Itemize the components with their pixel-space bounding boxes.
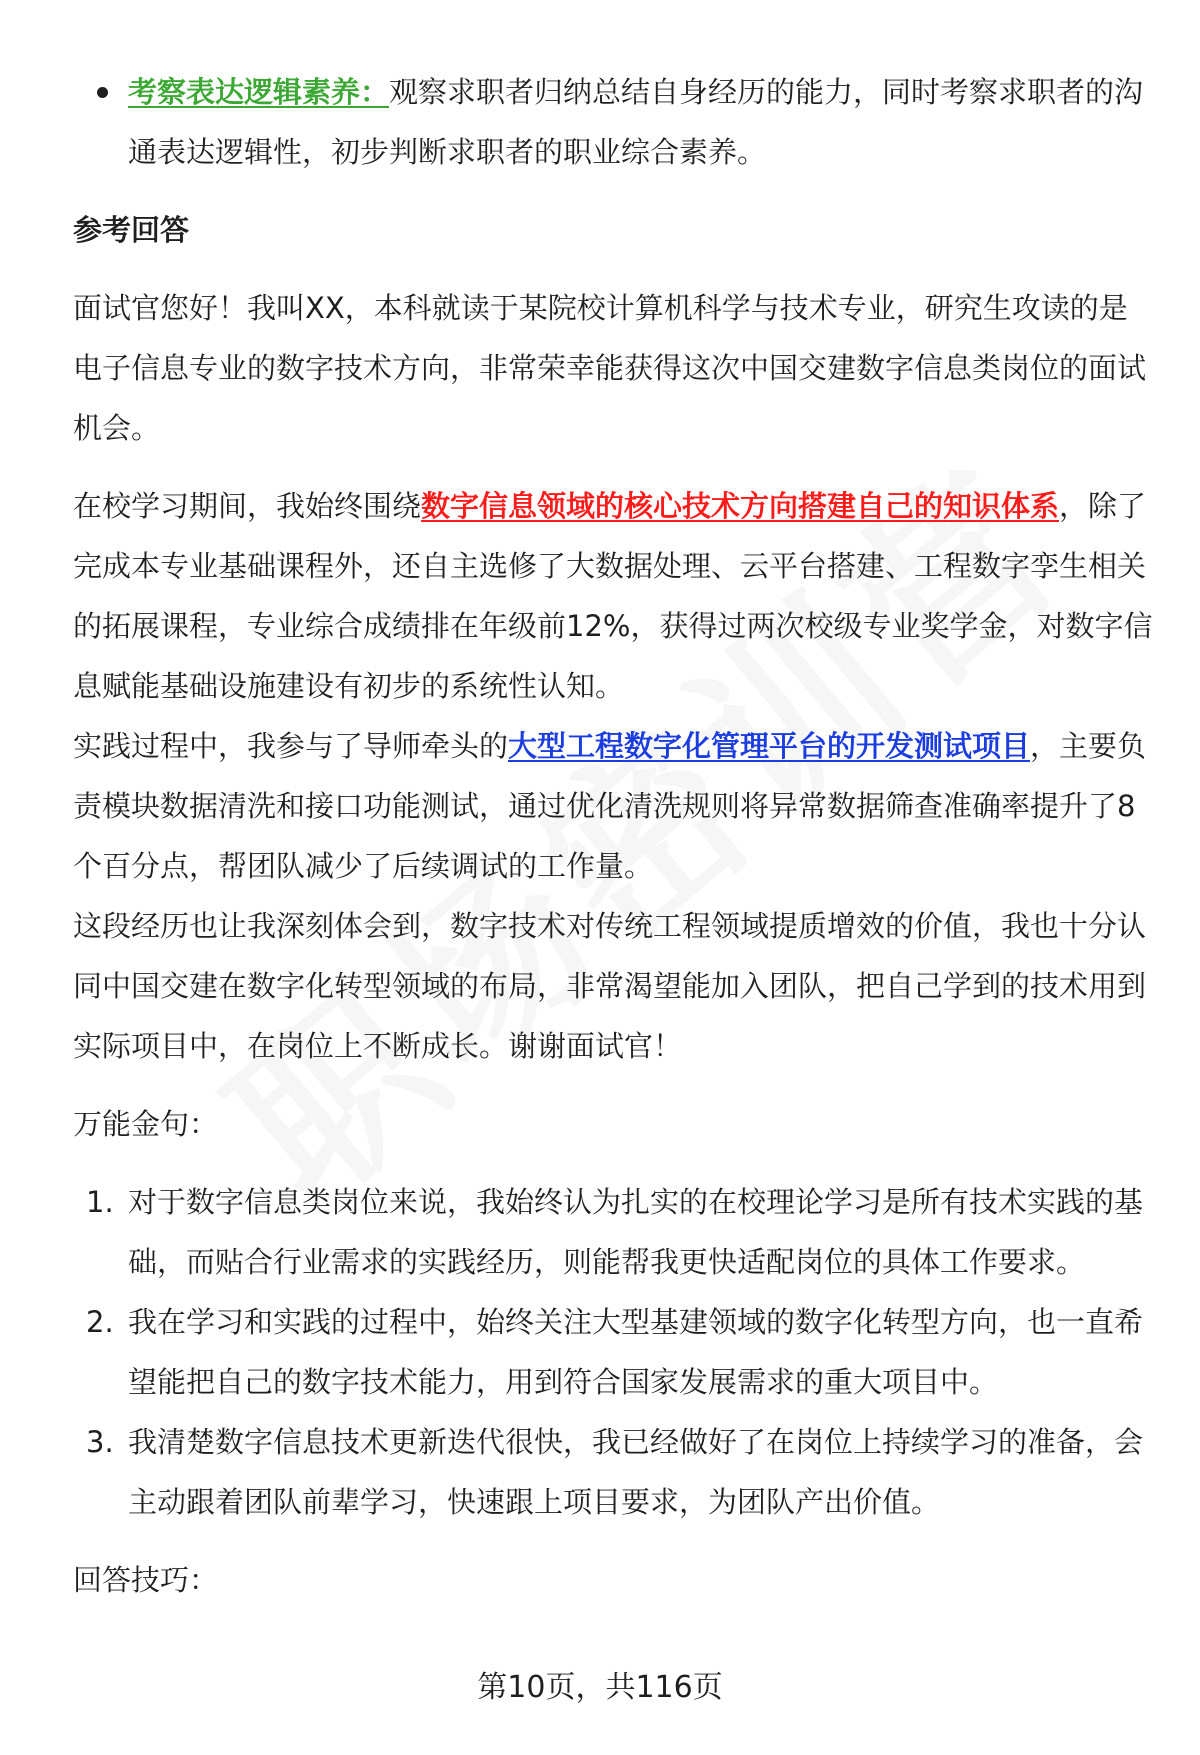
paragraph-practice <box>73 716 1155 896</box>
list-item-text: 我在学习和实践的过程中，始终关注大型基建领域的数字化转型方向，也一直希望能把自己的数字技术能力，用到符合国家发展需求的重大项目中。 <box>128 1305 1144 1399</box>
list-item <box>73 1412 1155 1532</box>
bullet-highlight: 考察表达逻辑素养： <box>128 75 390 109</box>
paragraph-practice-pre: 实践过程中，我参与了导师牵头的 <box>73 729 509 763</box>
paragraph-study-highlight: 数字信息领域的核心技术方向搭建自己的知识体系 <box>421 489 1060 523</box>
tips-label: 回答技巧： <box>73 1563 219 1597</box>
paragraph-intro: 面试官您好！我叫XX，本科就读于某院校计算机科学与技术专业，研究生攻读的是电子信息专业的数字技术方向，非常荣幸能获得这次中国交建数字信息类岗位的面试机会。 <box>73 291 1147 445</box>
list-item <box>73 1172 1155 1292</box>
list-item-number: 3. <box>86 1425 114 1459</box>
golden-label: 万能金句： <box>73 1107 219 1141</box>
paragraph-study-pre: 在校学习期间，我始终围绕 <box>73 489 422 523</box>
bullet-dot-icon <box>97 87 108 98</box>
paragraph-practice-post: ，主要负责模块数据清洗和接口功能测试，通过优化清洗规则将异常数据筛查准确率提升了8个百分点，帮团队减少了后续调试的工作量。 <box>73 729 1147 883</box>
bullet-item <box>73 62 1155 182</box>
page-number: 第10页，共116页 <box>477 1670 723 1705</box>
paragraph-study <box>73 476 1155 716</box>
golden-list <box>73 1172 1155 1532</box>
list-item-number: 1. <box>86 1185 114 1219</box>
paragraph-closing: 这段经历也让我深刻体会到，数字技术对传统工程领域提质增效的价值，我也十分认同中国交建在数字化转型领域的布局，非常渴望能加入团队，把自己学到的技术用到实际项目中，在岗位上不断成长。谢谢面试官！ <box>73 909 1147 1063</box>
paragraph-study-post: ，除了完成本专业基础课程外，还自主选修了大数据处理、云平台搭建、工程数字孪生相关的拓展课程，专业综合成绩排在年级前12%，获得过两次校级专业奖学金，对数字信息赋能基础设施建设有初步的系统性认知。 <box>73 489 1153 703</box>
bullet-text: 观察求职者归纳总结自身经历的能力，同时考察求职者的沟通表达逻辑性，初步判断求职者的职业综合素养。 <box>128 75 1144 169</box>
list-item-text: 对于数字信息类岗位来说，我始终认为扎实的在校理论学习是所有技术实践的基础，而贴合行业需求的实践经历，则能帮我更快适配岗位的具体工作要求。 <box>128 1185 1144 1279</box>
list-item-text: 我清楚数字信息技术更新迭代很快，我已经做好了在岗位上持续学习的准备，会主动跟着团队前辈学习，快速跟上项目要求，为团队产出价值。 <box>128 1425 1144 1519</box>
list-item-number: 2. <box>86 1305 114 1339</box>
paragraph-practice-highlight: 大型工程数字化管理平台的开发测试项目 <box>508 729 1031 763</box>
list-item <box>73 1292 1155 1412</box>
section-heading: 参考回答 <box>73 213 190 247</box>
document-content <box>73 62 1155 1610</box>
